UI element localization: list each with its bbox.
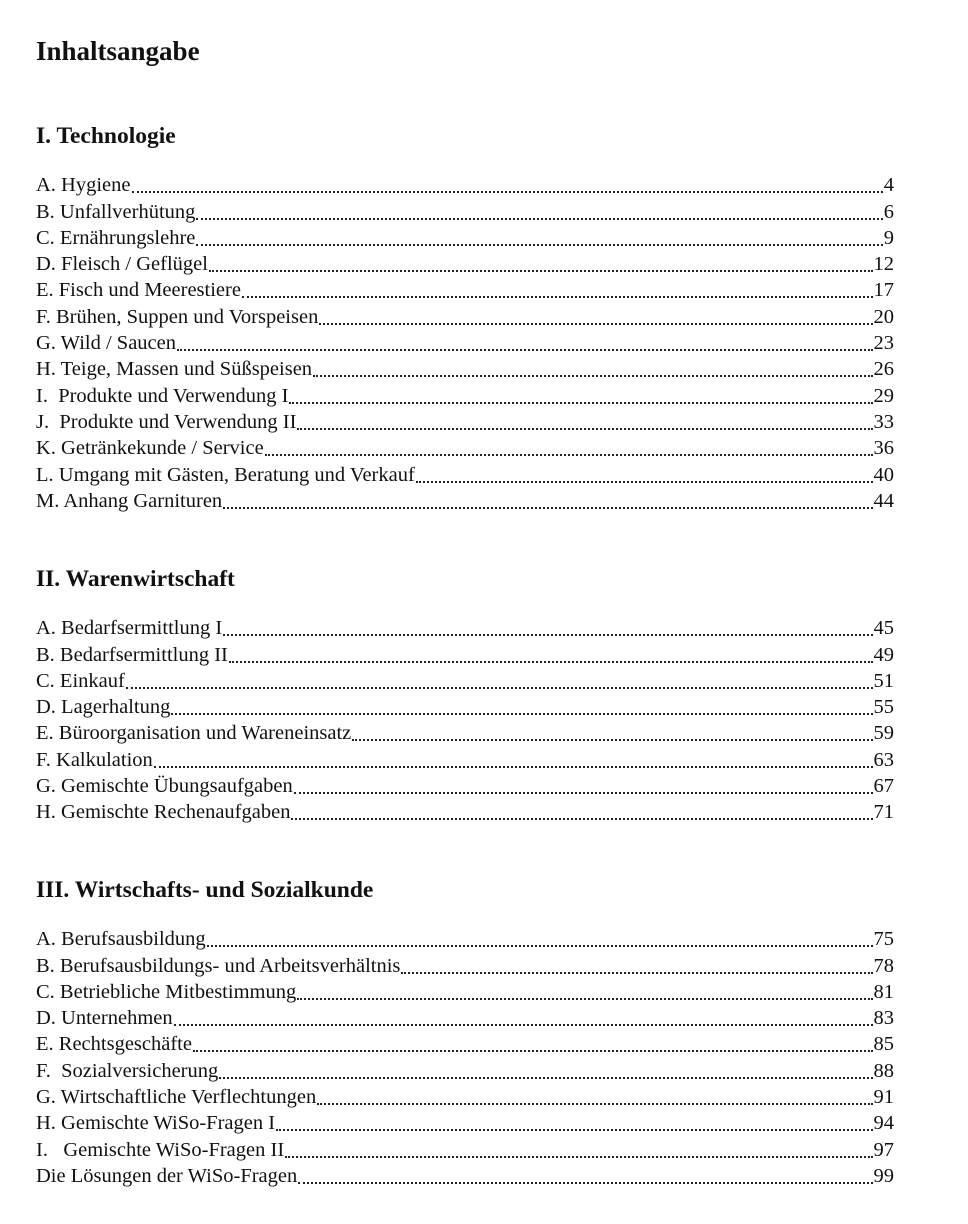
toc-entry-page: 12 xyxy=(873,253,894,276)
toc-entry[interactable] xyxy=(36,408,894,434)
toc-entry-page: 49 xyxy=(873,643,894,666)
toc-entry[interactable] xyxy=(36,381,894,407)
toc-entry-label: I. Produkte und Verwendung I xyxy=(36,384,289,407)
toc-entry-label: F. Sozialversicherung xyxy=(36,1059,219,1082)
toc-entry-page: 81 xyxy=(873,980,894,1003)
toc-entry[interactable] xyxy=(36,745,894,771)
dotted-leader xyxy=(193,1050,873,1052)
toc-entry-label: F. Kalkulation xyxy=(36,748,153,771)
dotted-leader xyxy=(291,818,872,820)
toc-list xyxy=(36,925,894,1188)
toc-entry[interactable] xyxy=(36,250,894,276)
dotted-leader xyxy=(298,1182,872,1184)
toc-entry-page: 75 xyxy=(873,928,894,951)
toc-entry-label: E. Fisch und Meerestiere xyxy=(36,279,241,302)
toc-entry-page: 23 xyxy=(873,332,894,355)
dotted-leader xyxy=(297,998,872,1000)
dotted-leader xyxy=(265,454,873,456)
toc-entry[interactable] xyxy=(36,329,894,355)
toc-entry[interactable] xyxy=(36,197,894,223)
toc-entry[interactable] xyxy=(36,1162,894,1188)
toc-entry[interactable] xyxy=(36,355,894,381)
dotted-leader xyxy=(294,792,873,794)
toc-entry[interactable] xyxy=(36,719,894,745)
dotted-leader xyxy=(313,375,872,377)
toc-entry-label: H. Gemischte WiSo-Fragen I xyxy=(36,1112,276,1135)
toc-entry[interactable] xyxy=(36,1030,894,1056)
toc-entry[interactable] xyxy=(36,614,894,640)
section-heading: I. Technologie xyxy=(36,123,176,149)
dotted-leader xyxy=(297,428,872,430)
toc-entry[interactable] xyxy=(36,487,894,513)
toc-section-warenwirtschaft xyxy=(36,564,894,824)
toc-entry-page: 85 xyxy=(873,1033,894,1056)
toc-entry-page: 71 xyxy=(873,801,894,824)
dotted-leader xyxy=(177,349,873,351)
dotted-leader xyxy=(174,1024,873,1026)
toc-entry[interactable] xyxy=(36,171,894,197)
toc-list xyxy=(36,171,894,513)
toc-section-technologie xyxy=(36,121,894,513)
toc-entry-label: H. Gemischte Rechenaufgaben xyxy=(36,801,291,824)
toc-entry-label: F. Brühen, Suppen und Vorspeisen xyxy=(36,305,319,328)
toc-entry[interactable] xyxy=(36,667,894,693)
toc-entry[interactable] xyxy=(36,640,894,666)
toc-entry[interactable] xyxy=(36,224,894,250)
toc-entry-page: 9 xyxy=(883,226,894,249)
toc-entry-page: 59 xyxy=(873,722,894,745)
toc-entry-label: C. Ernährungslehre xyxy=(36,226,196,249)
toc-entry-page: 78 xyxy=(873,954,894,977)
toc-entry-label: Die Lösungen der WiSo-Fragen xyxy=(36,1164,298,1187)
dotted-leader xyxy=(285,1156,872,1158)
toc-entry-page: 97 xyxy=(873,1138,894,1161)
dotted-leader xyxy=(196,218,882,220)
toc-entry[interactable] xyxy=(36,978,894,1004)
dotted-leader xyxy=(401,972,872,974)
toc-entry-label: L. Umgang mit Gästen, Beratung und Verkauf xyxy=(36,463,415,486)
toc-list xyxy=(36,614,894,824)
toc-entry-page: 33 xyxy=(873,410,894,433)
dotted-leader xyxy=(126,687,873,689)
toc-entry-label: D. Fleisch / Geflügel xyxy=(36,253,208,276)
toc-entry-page: 51 xyxy=(873,669,894,692)
toc-entry-page: 36 xyxy=(873,437,894,460)
dotted-leader xyxy=(207,945,873,947)
toc-entry-label: M. Anhang Garnituren xyxy=(36,489,223,512)
dotted-leader xyxy=(171,713,872,715)
toc-entry[interactable] xyxy=(36,276,894,302)
toc-entry-label: B. Unfallverhütung xyxy=(36,200,196,223)
toc-entry-page: 44 xyxy=(873,489,894,512)
dotted-leader xyxy=(416,481,873,483)
toc-entry-page: 91 xyxy=(873,1086,894,1109)
toc-entry-page: 45 xyxy=(873,617,894,640)
dotted-leader xyxy=(219,1077,872,1079)
toc-entry[interactable] xyxy=(36,1135,894,1161)
toc-entry[interactable] xyxy=(36,772,894,798)
toc-entry-page: 67 xyxy=(873,775,894,798)
toc-entry-page: 63 xyxy=(873,748,894,771)
toc-entry-label: J. Produkte und Verwendung II xyxy=(36,410,297,433)
dotted-leader xyxy=(209,270,873,272)
dotted-leader xyxy=(242,296,873,298)
toc-entry-page: 20 xyxy=(873,305,894,328)
dotted-leader xyxy=(229,661,873,663)
toc-section-wirtschafts-und-sozialkunde xyxy=(36,875,894,1188)
toc-entry-label: C. Betriebliche Mitbestimmung xyxy=(36,980,297,1003)
section-heading: II. Warenwirtschaft xyxy=(36,566,235,592)
toc-entry-label: A. Berufsausbildung xyxy=(36,928,206,951)
toc-entry-page: 4 xyxy=(883,174,894,197)
toc-entry[interactable] xyxy=(36,460,894,486)
toc-entry-page: 83 xyxy=(873,1007,894,1030)
dotted-leader xyxy=(276,1129,872,1131)
toc-entry-page: 6 xyxy=(883,200,894,223)
toc-entry-page: 99 xyxy=(873,1164,894,1187)
dotted-leader xyxy=(352,739,872,741)
toc-entry-label: G. Gemischte Übungsaufgaben xyxy=(36,775,293,798)
toc-entry-page: 94 xyxy=(873,1112,894,1135)
toc-entry-label: E. Büroorganisation und Wareneinsatz xyxy=(36,722,352,745)
toc-entry-page: 17 xyxy=(873,279,894,302)
toc-entry-page: 55 xyxy=(873,696,894,719)
toc-entry-label: D. Lagerhaltung xyxy=(36,696,171,719)
toc-entry[interactable] xyxy=(36,1056,894,1082)
toc-entry[interactable] xyxy=(36,798,894,824)
dotted-leader xyxy=(196,244,882,246)
toc-entry[interactable] xyxy=(36,693,894,719)
toc-entry-page: 40 xyxy=(873,463,894,486)
toc-entry-label: K. Getränkekunde / Service xyxy=(36,437,264,460)
toc-entry-label: I. Gemischte WiSo-Fragen II xyxy=(36,1138,285,1161)
toc-entry[interactable] xyxy=(36,1004,894,1030)
toc-entry[interactable] xyxy=(36,302,894,328)
toc-entry-label: E. Rechtsgeschäfte xyxy=(36,1033,192,1056)
toc-entry[interactable] xyxy=(36,951,894,977)
section-heading: III. Wirtschafts- und Sozialkunde xyxy=(36,877,374,903)
dotted-leader xyxy=(223,507,872,509)
toc-entry-label: G. Wild / Saucen xyxy=(36,332,176,355)
dotted-leader xyxy=(317,1103,872,1105)
toc-entry-label: B. Bedarfsermittlung II xyxy=(36,643,228,666)
toc-entry-label: A. Bedarfsermittlung I xyxy=(36,617,223,640)
toc-entry-label: C. Einkauf xyxy=(36,669,125,692)
toc-entry-label: D. Unternehmen xyxy=(36,1007,173,1030)
dotted-leader xyxy=(132,191,883,193)
dotted-leader xyxy=(319,323,872,325)
toc-entry-page: 29 xyxy=(873,384,894,407)
dotted-leader xyxy=(289,402,872,404)
toc-entry-label: A. Hygiene xyxy=(36,174,131,197)
toc-entry[interactable] xyxy=(36,434,894,460)
toc-entry-page: 88 xyxy=(873,1059,894,1082)
dotted-leader xyxy=(223,634,872,636)
toc-entry-label: G. Wirtschaftliche Verflechtungen xyxy=(36,1086,317,1109)
toc-entry[interactable] xyxy=(36,1083,894,1109)
toc-entry-label: H. Teige, Massen und Süßspeisen xyxy=(36,358,313,381)
page-title: Inhaltsangabe xyxy=(36,36,200,66)
toc-entry[interactable] xyxy=(36,925,894,951)
toc-entry-label: B. Berufsausbildungs- und Arbeitsverhältnis xyxy=(36,954,401,977)
toc-entry-page: 26 xyxy=(873,358,894,381)
toc-entry[interactable] xyxy=(36,1109,894,1135)
dotted-leader xyxy=(154,766,873,768)
